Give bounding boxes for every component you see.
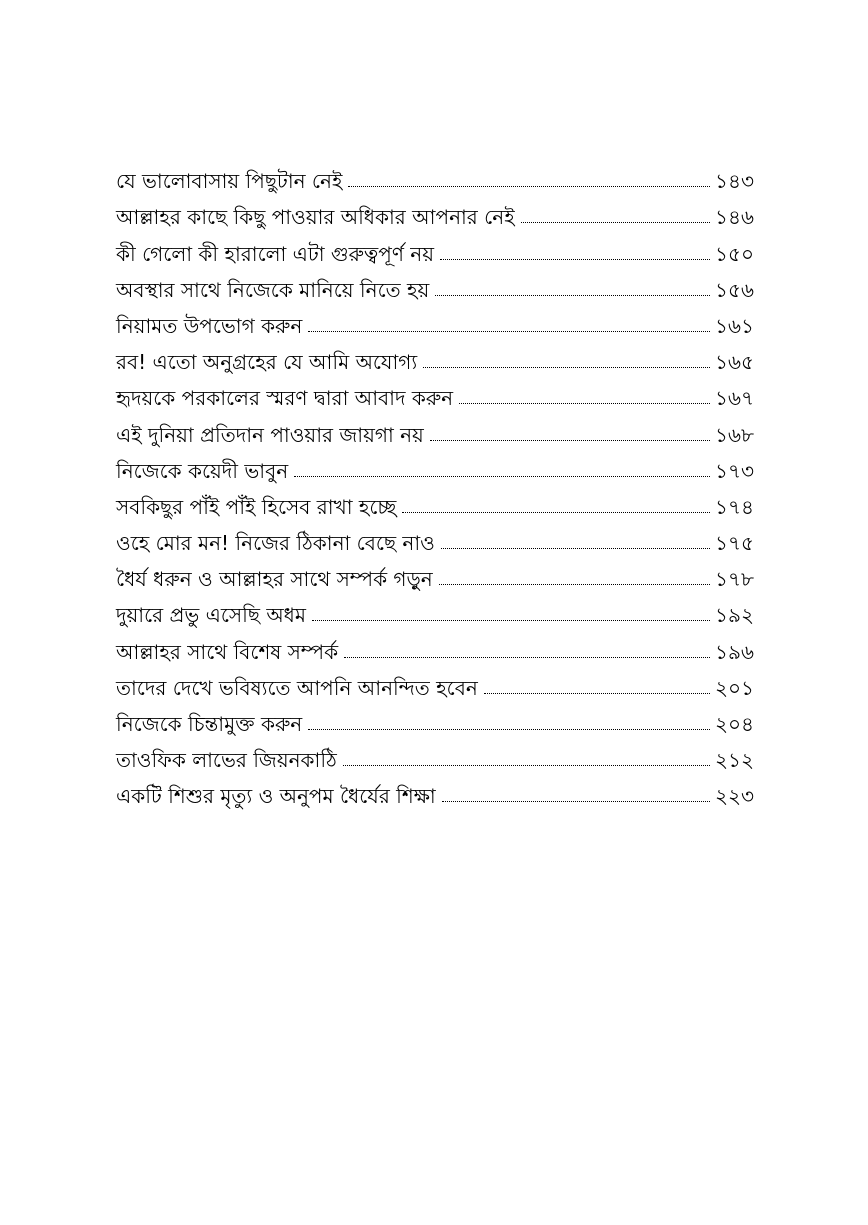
toc-entry-page-number: ২২৩ xyxy=(714,784,754,809)
dot-leader xyxy=(442,801,710,802)
dot-leader xyxy=(348,186,710,187)
dot-leader xyxy=(435,295,710,296)
toc-entry xyxy=(116,266,754,302)
toc-entry-page-number: ১৪৬ xyxy=(715,205,754,230)
toc-entry-page-number: ২১২ xyxy=(715,748,754,773)
dot-leader xyxy=(423,367,710,368)
toc-entry-title: ধৈর্য ধরুন ও আল্লাহর সাথে সম্পর্ক গড়ুন xyxy=(116,567,433,592)
dot-leader xyxy=(294,476,710,477)
toc-entry-page-number: ১৬৭ xyxy=(715,386,754,411)
toc-entry-page-number: ১৭৪ xyxy=(715,494,754,519)
dot-leader xyxy=(441,548,710,549)
dot-leader xyxy=(308,331,710,332)
toc-entry-title: অবস্থার সাথে নিজেকে মানিয়ে নিতে হয় xyxy=(116,277,430,302)
dot-leader xyxy=(312,620,710,621)
toc-entry-title: রব! এতো অনুগ্রহের যে আমি অযোগ্য xyxy=(116,350,418,375)
toc-entry xyxy=(116,447,754,483)
dot-leader xyxy=(440,259,710,260)
toc-entry-title: ওহে মোর মন! নিজের ঠিকানা বেছে নাও xyxy=(116,531,435,556)
toc-entry xyxy=(116,627,754,663)
toc-entry-title: তাওফিক লাভের জিয়নকাঠি xyxy=(116,748,337,773)
dot-leader xyxy=(439,584,710,585)
dot-leader xyxy=(430,440,710,441)
table-of-contents xyxy=(116,157,754,808)
toc-entry-title: নিয়ামত উপভোগ করুন xyxy=(116,313,303,338)
dot-leader xyxy=(344,657,710,658)
toc-entry xyxy=(116,157,754,193)
toc-entry xyxy=(116,591,754,627)
toc-entry-page-number: ১৪৩ xyxy=(715,169,754,194)
toc-entry-title: নিজেকে চিন্তামুক্ত করুন xyxy=(116,712,303,736)
toc-entry-title: এই দুনিয়া প্রতিদান পাওয়ার জায়গা নয় xyxy=(116,422,424,447)
toc-entry-title: সবকিছুর পাঁই পাঁই হিসেব রাখা হচ্ছে xyxy=(116,494,397,519)
toc-entry-page-number: ১৭৩ xyxy=(715,458,754,483)
toc-entry-page-number: ১৭৫ xyxy=(715,531,754,556)
toc-entry-title: নিজেকে কয়েদী ভাবুন xyxy=(116,458,289,483)
toc-entry-page-number: ২০১ xyxy=(715,675,754,700)
toc-entry xyxy=(116,664,754,700)
toc-entry xyxy=(116,700,754,736)
toc-entry xyxy=(116,229,754,265)
toc-entry xyxy=(116,555,754,591)
toc-entry-title: তাদের দেখে ভবিষ্যতে আপনি আনন্দিত হবেন xyxy=(116,675,478,700)
dot-leader xyxy=(521,222,710,223)
toc-entry xyxy=(116,483,754,519)
toc-entry-title: আল্লাহর কাছে কিছু পাওয়ার অধিকার আপনার নেই xyxy=(116,205,515,230)
toc-entry-page-number: ২০৪ xyxy=(715,712,754,736)
toc-entry-page-number: ১৯৬ xyxy=(715,639,754,664)
toc-entry-page-number: ১৭৮ xyxy=(715,567,754,592)
toc-entry-page-number: ১৬১ xyxy=(715,313,754,338)
toc-entry-page-number: ১৬৮ xyxy=(715,422,754,447)
toc-entry-title: কী গেলো কী হারালো এটা গুরুত্বপূর্ণ নয় xyxy=(116,241,434,266)
toc-entry-page-number: ১৬৫ xyxy=(715,350,754,375)
toc-entry xyxy=(116,374,754,410)
toc-entry-title: দুয়ারে প্রভু এসেছি অধম xyxy=(116,603,306,628)
toc-entry xyxy=(116,338,754,374)
toc-entry-page-number: ১৫৬ xyxy=(715,277,754,302)
toc-entry-title: হৃদয়কে পরকালের স্মরণ দ্বারা আবাদ করুন xyxy=(116,386,454,411)
toc-entry xyxy=(116,736,754,772)
toc-entry-title: একটি শিশুর মৃত্যু ও অনুপম ধৈর্যের শিক্ষা xyxy=(116,784,436,809)
dot-leader xyxy=(308,729,710,730)
dot-leader xyxy=(402,512,710,513)
dot-leader xyxy=(484,693,710,694)
toc-entry xyxy=(116,410,754,446)
toc-entry-page-number: ১৯২ xyxy=(715,603,754,628)
toc-entry xyxy=(116,193,754,229)
toc-entry xyxy=(116,302,754,338)
toc-entry-title: যে ভালোবাসায় পিছুটান নেই xyxy=(116,169,343,194)
dot-leader xyxy=(343,765,710,766)
toc-entry xyxy=(116,772,754,808)
toc-entry-title: আল্লাহর সাথে বিশেষ সম্পর্ক xyxy=(116,639,339,664)
dot-leader xyxy=(459,403,710,404)
toc-entry xyxy=(116,519,754,555)
toc-entry-page-number: ১৫০ xyxy=(715,241,754,266)
